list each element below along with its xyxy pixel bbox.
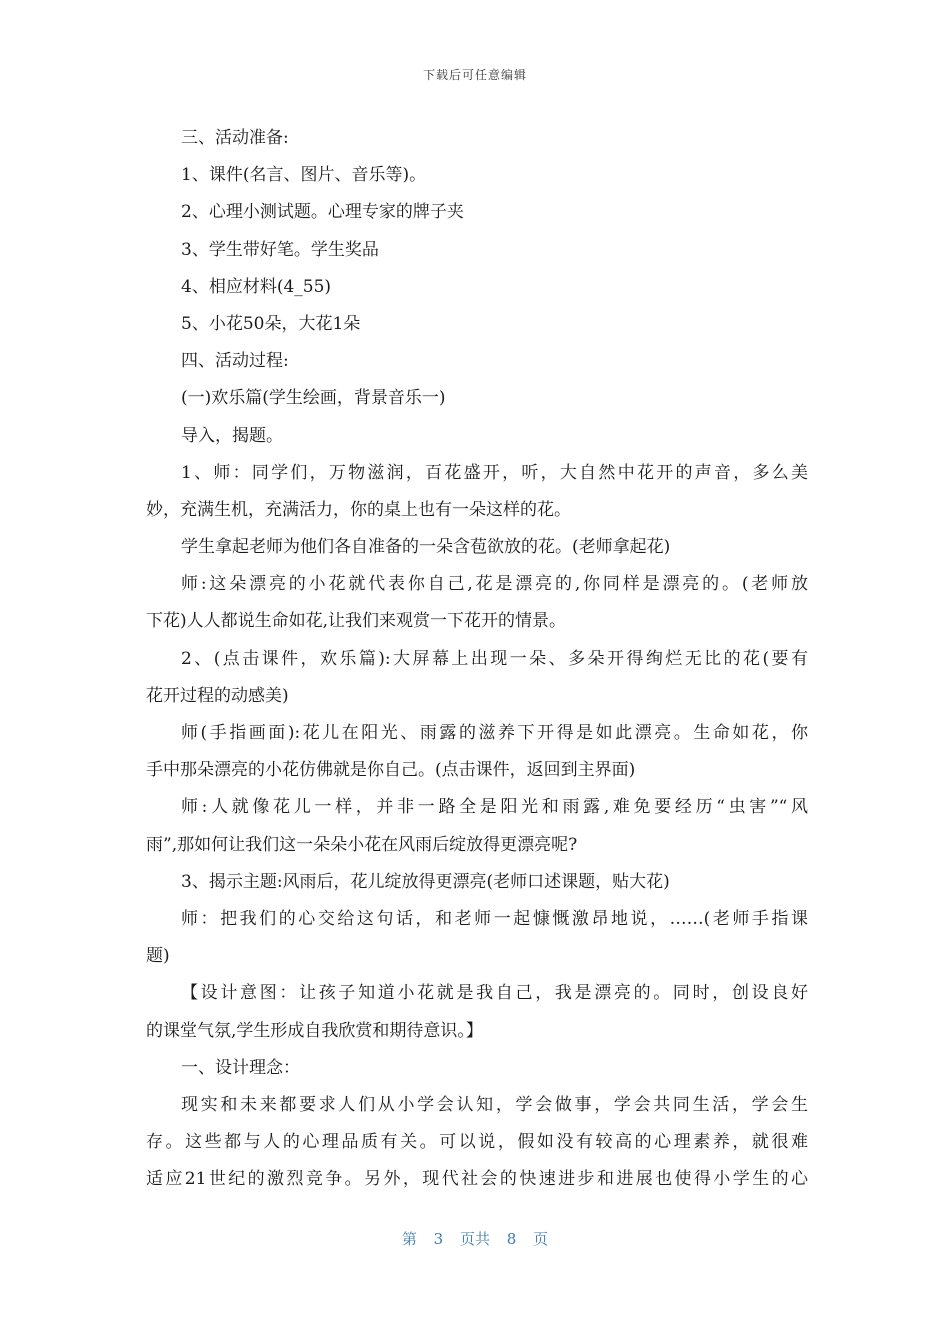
text-line: 适应21世纪的激烈竞争。另外，现代社会的快速进步和进展也使得小学生的心 xyxy=(146,1169,808,1190)
text-line: 师:人就像花儿一样，并非一路全是阳光和雨露,难免要经历“虫害”“风 xyxy=(181,797,808,818)
page-header: 下载后可任意编辑 xyxy=(422,68,527,82)
text-line: 2、心理小测试题。心理专家的牌子夹 xyxy=(181,202,464,223)
text-line: 学生拿起老师为他们各自准备的一朵含苞欲放的花。(老师拿起花) xyxy=(181,537,671,558)
text-line: 存。这些都与人的心理品质有关。可以说，假如没有较高的心理素养，就很难 xyxy=(146,1132,808,1153)
text-line: 导入，揭题。 xyxy=(181,425,283,446)
text-line: 2、(点击课件，欢乐篇):大屏幕上出现一朵、多朵开得绚烂无比的花(要有 xyxy=(181,648,808,669)
text-line: 下花)人人都说生命如花,让我们来观赏一下花开的情景。 xyxy=(146,611,567,632)
text-line: 5、小花50朵，大花1朵 xyxy=(181,313,361,334)
text-line: 妙，充满生机，充满活力，你的桌上也有一朵这样的花。 xyxy=(146,499,571,520)
footer-word-page-end: 页 xyxy=(533,1230,549,1248)
footer-current-page: 3 xyxy=(433,1230,444,1248)
text-line: 手中那朵漂亮的小花仿佛就是你自己。(点击课件，返回到主界面) xyxy=(146,760,636,781)
text-line: 四、活动过程: xyxy=(181,351,289,372)
footer-word-of: 页共 xyxy=(459,1230,490,1248)
text-line: (一)欢乐篇(学生绘画，背景音乐一) xyxy=(181,388,446,409)
text-line: 的课堂气氛,学生形成自我欣赏和期待意识。】 xyxy=(146,1020,483,1041)
page-footer xyxy=(0,1228,950,1249)
text-line: 现实和未来都要求人们从小学会认知，学会做事，学会共同生活，学会生 xyxy=(181,1094,808,1115)
text-line: 1、课件(名言、图片、音乐等)。 xyxy=(181,165,427,186)
footer-word-page: 第 xyxy=(401,1230,417,1248)
text-line: 3、学生带好笔。学生奖品 xyxy=(181,239,379,260)
text-line: 三、活动准备: xyxy=(181,128,289,148)
text-line: 3、揭示主题:风雨后，花儿绽放得更漂亮(老师口述课题，贴大花) xyxy=(181,871,670,892)
text-line: 师：把我们的心交给这句话，和老师一起慷慨激昂地说，……(老师手指课 xyxy=(181,908,808,929)
footer-total-pages: 8 xyxy=(506,1230,517,1248)
text-line: 师(手指画面):花儿在阳光、雨露的滋养下开得是如此漂亮。生命如花，你 xyxy=(181,723,808,743)
text-line: 雨”,那如何让我们这一朵朵小花在风雨后绽放得更漂亮呢? xyxy=(146,834,578,855)
text-line: 题) xyxy=(146,946,170,967)
text-line: 4、相应材料(4_55) xyxy=(181,276,332,297)
text-line: 【设计意图：让孩子知道小花就是我自己，我是漂亮的。同时，创设良好 xyxy=(181,983,808,1004)
text-line: 一、设计理念： xyxy=(181,1057,300,1078)
document-body xyxy=(146,120,808,1198)
text-line: 师:这朵漂亮的小花就代表你自己,花是漂亮的,你同样是漂亮的。(老师放 xyxy=(181,574,808,595)
text-line: 花开过程的动感美) xyxy=(146,685,289,706)
text-line: 1、师：同学们，万物滋润，百花盛开，听，大自然中花开的声音，多么美 xyxy=(181,462,808,483)
